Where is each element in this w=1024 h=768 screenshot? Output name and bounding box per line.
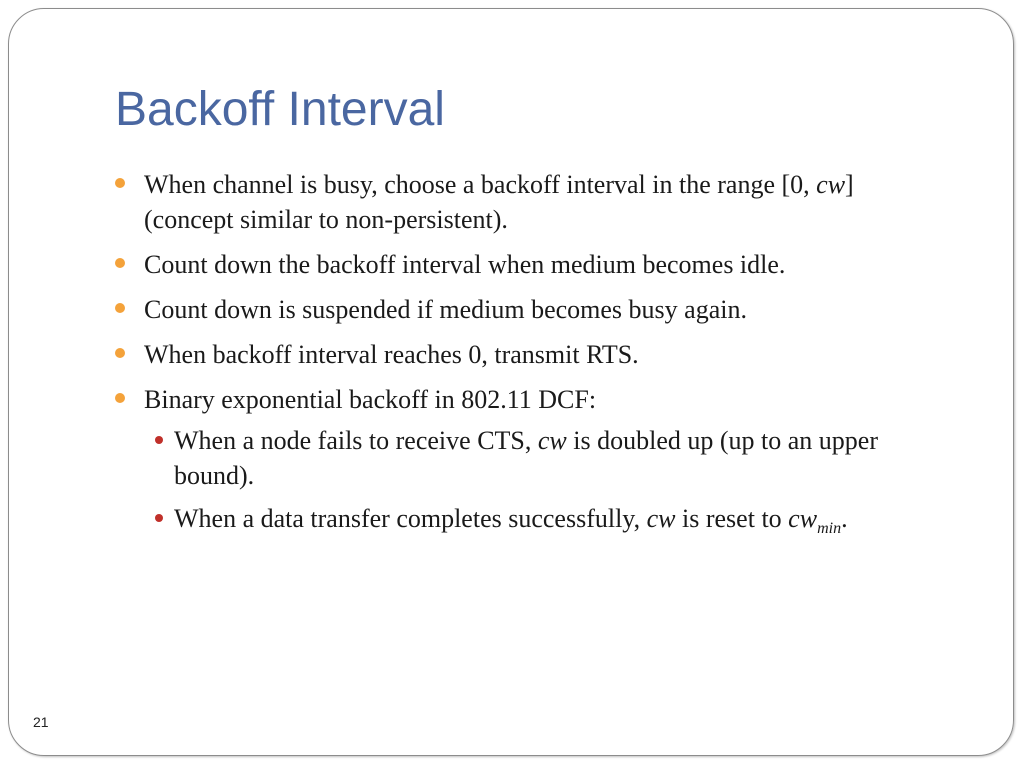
- sub-bullet-text: is doubled up (up to an upper bound).: [174, 426, 878, 490]
- bullet-item: [112, 167, 942, 237]
- bullet-text: When channel is busy, choose a backoff interval in the range [0,: [144, 170, 817, 199]
- sub-bullet-italic-term: cw: [646, 504, 676, 533]
- bullet-item: [112, 337, 942, 372]
- bullet-dot-icon: [115, 178, 125, 188]
- bullet-text: When backoff interval reaches 0, transmit RTS.: [144, 340, 639, 369]
- sub-bullet-text: .: [841, 504, 848, 533]
- sub-bullet-item: [112, 501, 942, 536]
- bullet-text: Binary exponential backoff in 802.11 DCF:: [144, 385, 597, 414]
- slide-body: [112, 167, 942, 544]
- sub-bullet-text: is reset to: [675, 504, 789, 533]
- bullet-item: [112, 292, 942, 327]
- bullet-text: Count down is suspended if medium becomes busy again.: [144, 295, 747, 324]
- bullet-dot-icon: [115, 258, 125, 268]
- sub-bullet-dot-icon: [155, 436, 163, 444]
- bullet-text: Count down the backoff interval when medium becomes idle.: [144, 250, 786, 279]
- bullet-text: ] (concept similar to non-persistent).: [144, 170, 854, 234]
- bullet-dot-icon: [115, 348, 125, 358]
- sub-bullet-italic-term: cw: [537, 426, 567, 455]
- sub-bullet-dot-icon: [155, 514, 163, 522]
- slide-title: Backoff Interval: [115, 83, 445, 136]
- bullet-dot-icon: [115, 303, 125, 313]
- bullet-dot-icon: [115, 393, 125, 403]
- sub-bullet-text: When a node fails to receive CTS,: [174, 426, 538, 455]
- bullet-item: [112, 382, 942, 417]
- sub-bullet-item: [112, 423, 942, 493]
- bullet-item: [112, 247, 942, 282]
- subscript-min: min: [817, 520, 842, 537]
- page-number: 21: [33, 714, 49, 730]
- sub-bullet-text: When a data transfer completes successfully,: [174, 504, 647, 533]
- bullet-italic-term: cw: [816, 170, 846, 199]
- sub-bullet-italic-term: cw: [788, 504, 818, 533]
